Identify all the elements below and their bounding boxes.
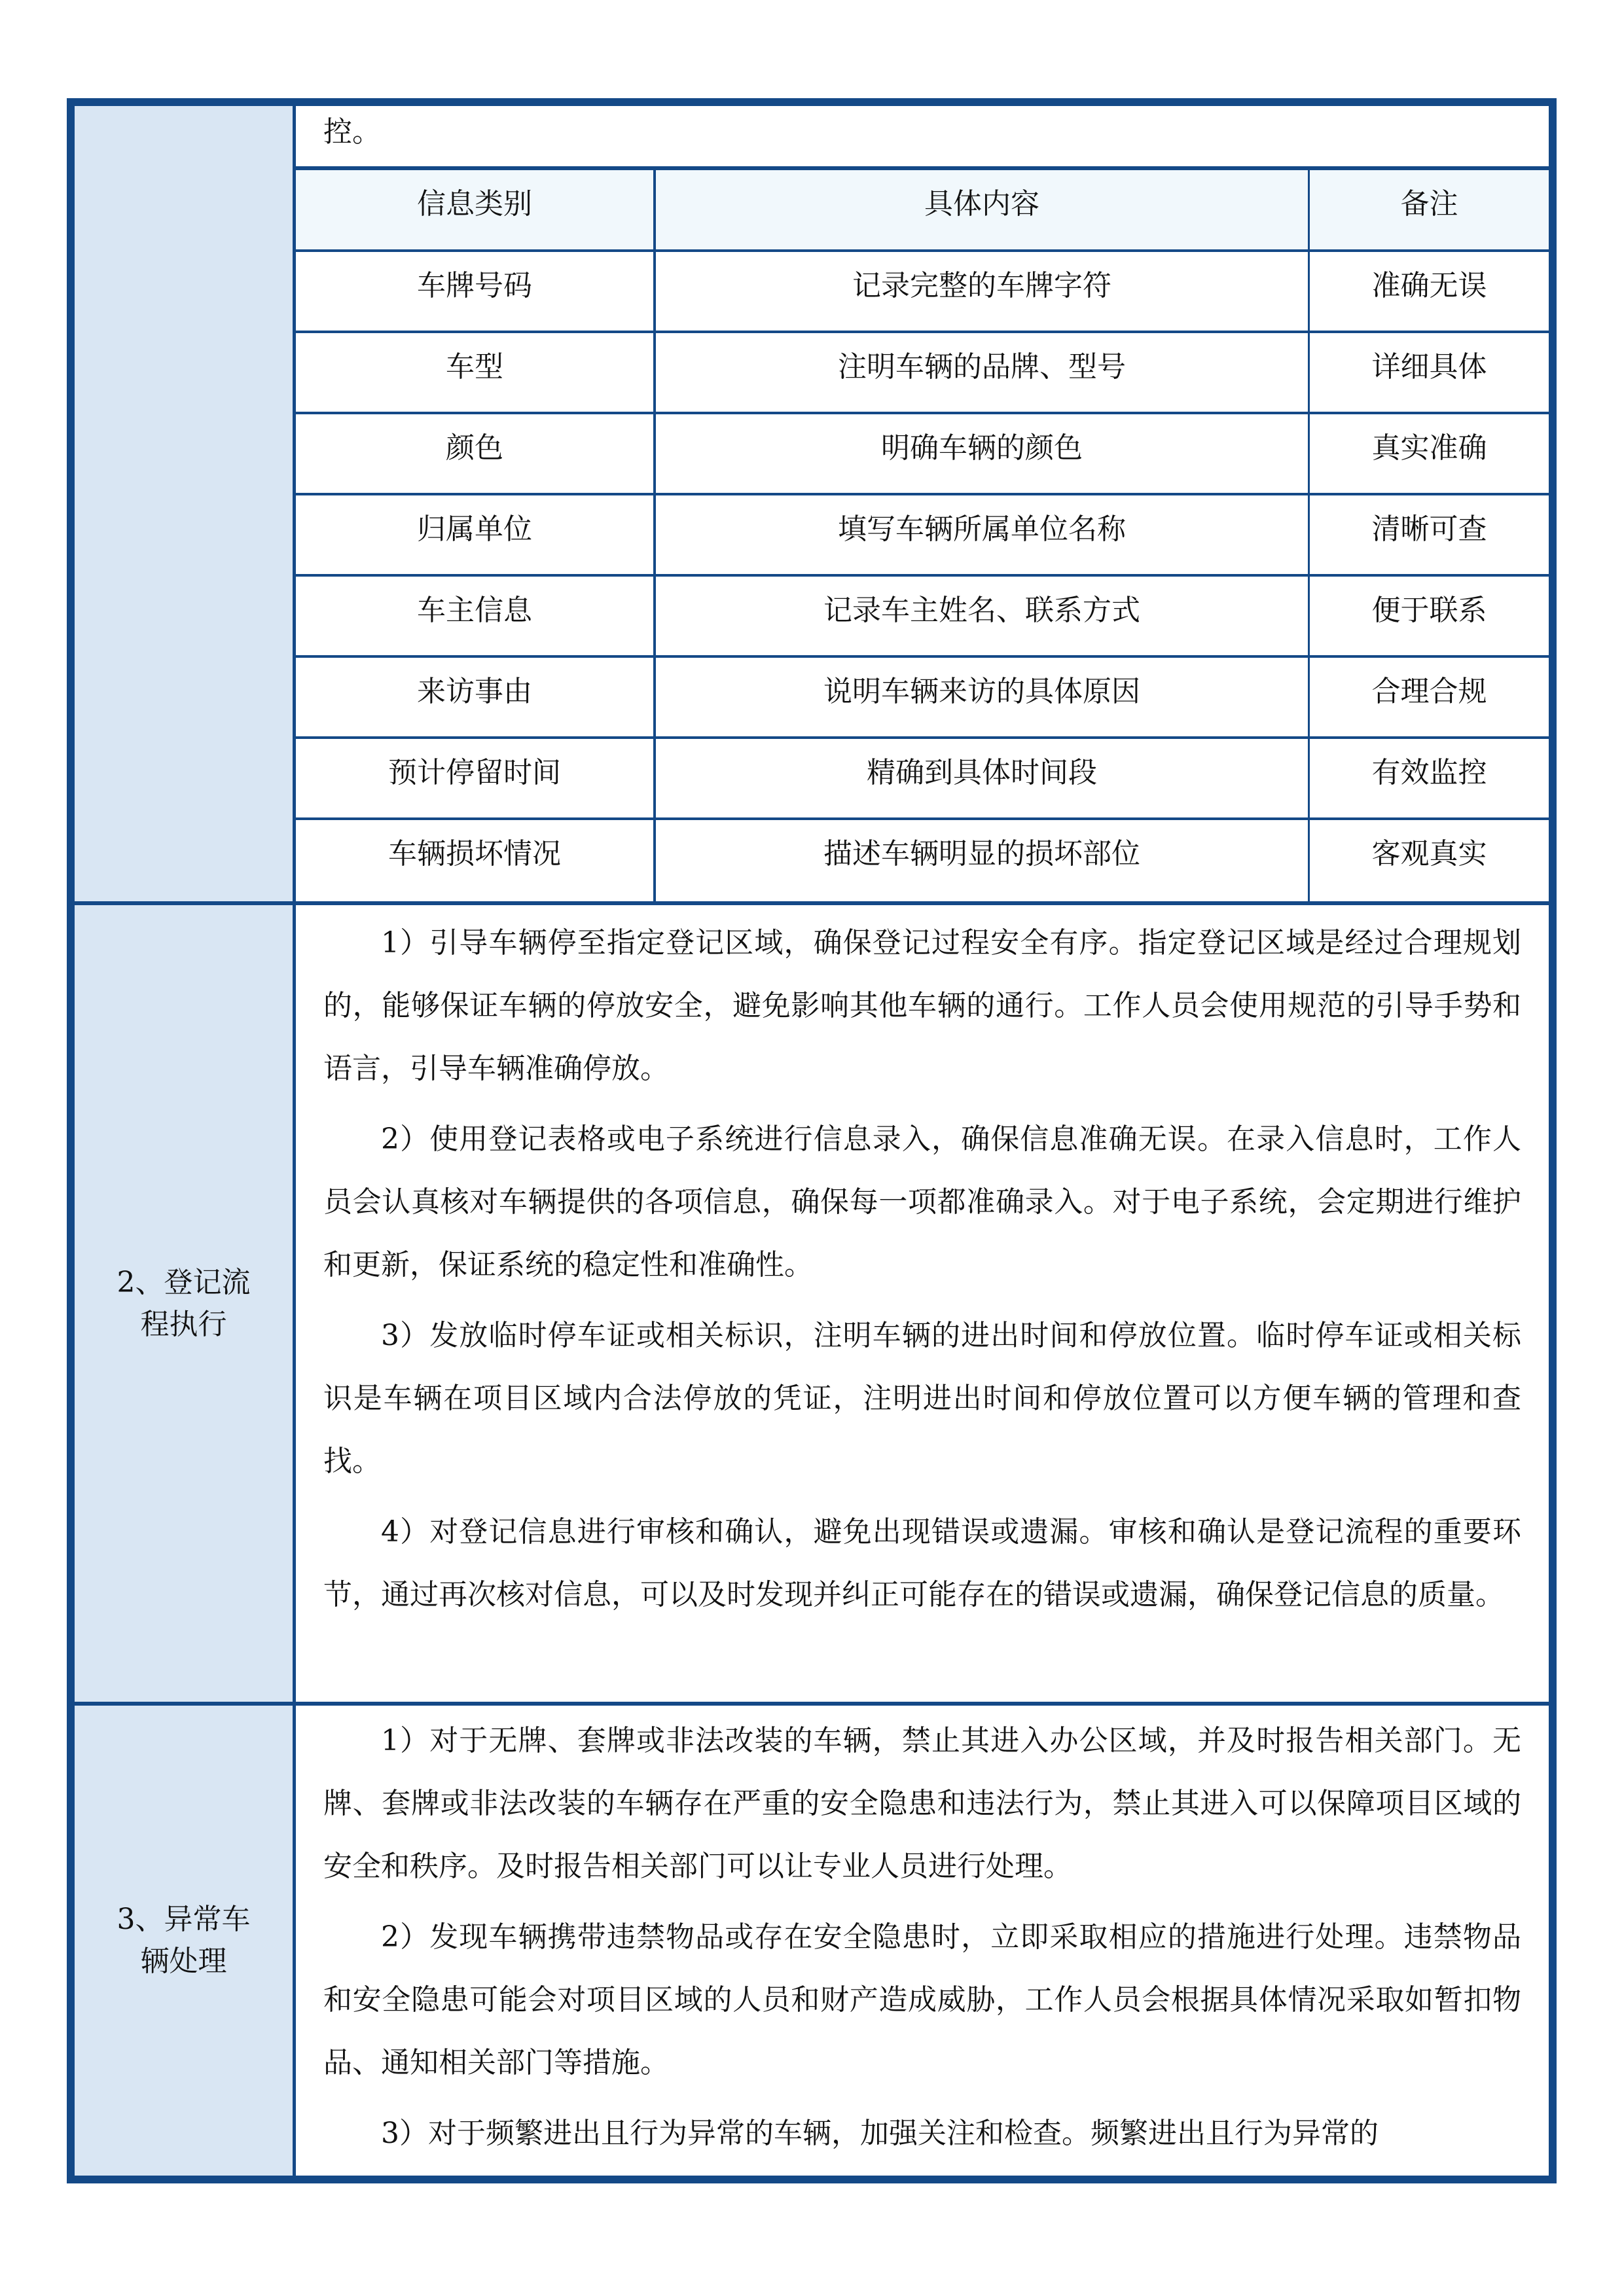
document-table	[67, 98, 1557, 2183]
paragraph: 2）发现车辆携带违禁物品或存在安全隐患时，立即采取相应的措施进行处理。违禁物品和安全隐患可能会对项目区域的人员和财产造成威胁，工作人员会根据具体情况采取如暂扣物品、通知相关部门等措施。	[323, 1920, 1521, 2079]
cell-category: 归属单位	[417, 512, 532, 546]
cell-remark: 清晰可查	[1308, 495, 1549, 574]
section-1-label-cell	[75, 106, 293, 901]
cell-category: 预计停留时间	[388, 756, 561, 789]
cell-remark: 准确无误	[1308, 252, 1549, 331]
table-row	[296, 333, 1549, 412]
cell-remark: 合理合规	[1308, 658, 1549, 736]
table-row	[296, 739, 1549, 817]
section-2-content	[296, 905, 1549, 1702]
table-row	[296, 495, 1549, 574]
table-row	[296, 252, 1549, 331]
table-row	[296, 577, 1549, 655]
cell-content: 说明车辆来访的具体原因	[653, 658, 1308, 736]
cell-category: 来访事由	[417, 675, 532, 708]
header-content: 具体内容	[653, 170, 1308, 249]
cell-remark: 有效监控	[1308, 739, 1549, 817]
cell-content: 描述车辆明显的损坏部位	[653, 820, 1308, 901]
table-row	[296, 658, 1549, 736]
paragraph: 3）对于频繁进出且行为异常的车辆，加强关注和检查。频繁进出且行为异常的	[381, 2117, 1379, 2150]
cell-remark: 客观真实	[1308, 820, 1549, 901]
continuation-text: 控。	[323, 115, 381, 149]
paragraph: 1）对于无牌、套牌或非法改装的车辆，禁止其进入办公区域，并及时报告相关部门。无牌、套牌或非法改装的车辆存在严重的安全隐患和违法行为，禁止其进入可以保障项目区域的安全和秩序。及时报告相关部门可以让专业人员进行处理。	[323, 1724, 1521, 1883]
paragraph: 1）引导车辆停至指定登记区域，确保登记过程安全有序。指定登记区域是经过合理规划的，能够保证车辆的停放安全，避免影响其他车辆的通行。工作人员会使用规范的引导手势和语言，引导车辆准确停放。	[323, 926, 1521, 1085]
header-category: 信息类别	[417, 187, 532, 221]
cell-category: 颜色	[446, 431, 503, 465]
section-label-line: 3、异常车	[117, 1903, 251, 1936]
cell-remark: 详细具体	[1308, 333, 1549, 412]
paragraph: 2）使用登记表格或电子系统进行信息录入，确保信息准确无误。在录入信息时，工作人员会认真核对车辆提供的各项信息，确保每一项都准确录入。对于电子系统，会定期进行维护和更新，保证系统的稳定性和准确性。	[323, 1122, 1521, 1282]
cell-content: 明确车辆的颜色	[653, 414, 1308, 493]
cell-content: 填写车辆所属单位名称	[653, 495, 1308, 574]
section-label-line: 2、登记流	[117, 1265, 251, 1299]
cell-content: 记录车主姓名、联系方式	[653, 577, 1308, 655]
section-1-content	[296, 106, 1549, 901]
section-3-label	[117, 1899, 251, 1982]
cell-category: 车主信息	[417, 594, 532, 627]
cell-category: 车牌号码	[417, 269, 532, 302]
section-2-label	[117, 1262, 251, 1346]
cell-remark: 便于联系	[1308, 577, 1549, 655]
section-label-line: 辆处理	[140, 1945, 227, 1978]
header-remark: 备注	[1308, 170, 1549, 249]
table-row	[296, 820, 1549, 901]
table-row	[296, 414, 1549, 493]
paragraph: 4）对登记信息进行审核和确认，避免出现错误或遗漏。审核和确认是登记流程的重要环节，通过再次核对信息，可以及时发现并纠正可能存在的错误或遗漏，确保登记信息的质量。	[323, 1515, 1521, 1611]
cell-category: 车辆损坏情况	[388, 837, 561, 870]
cell-content: 记录完整的车牌字符	[653, 252, 1308, 331]
cell-remark: 真实准确	[1308, 414, 1549, 493]
vehicle-info-table-header	[296, 170, 1549, 249]
paragraph: 3）发放临时停车证或相关标识，注明车辆的进出时间和停放位置。临时停车证或相关标识是车辆在项目区域内合法停放的凭证，注明进出时间和停放位置可以方便车辆的管理和查找。	[323, 1319, 1521, 1478]
cell-content: 注明车辆的品牌、型号	[653, 333, 1308, 412]
section-2-label-cell	[75, 905, 293, 1702]
section-3-label-cell	[75, 1706, 293, 2176]
cell-category: 车型	[446, 350, 503, 384]
section-3-content	[296, 1706, 1549, 2176]
cell-content: 精确到具体时间段	[653, 739, 1308, 817]
section-label-line: 程执行	[140, 1307, 227, 1341]
